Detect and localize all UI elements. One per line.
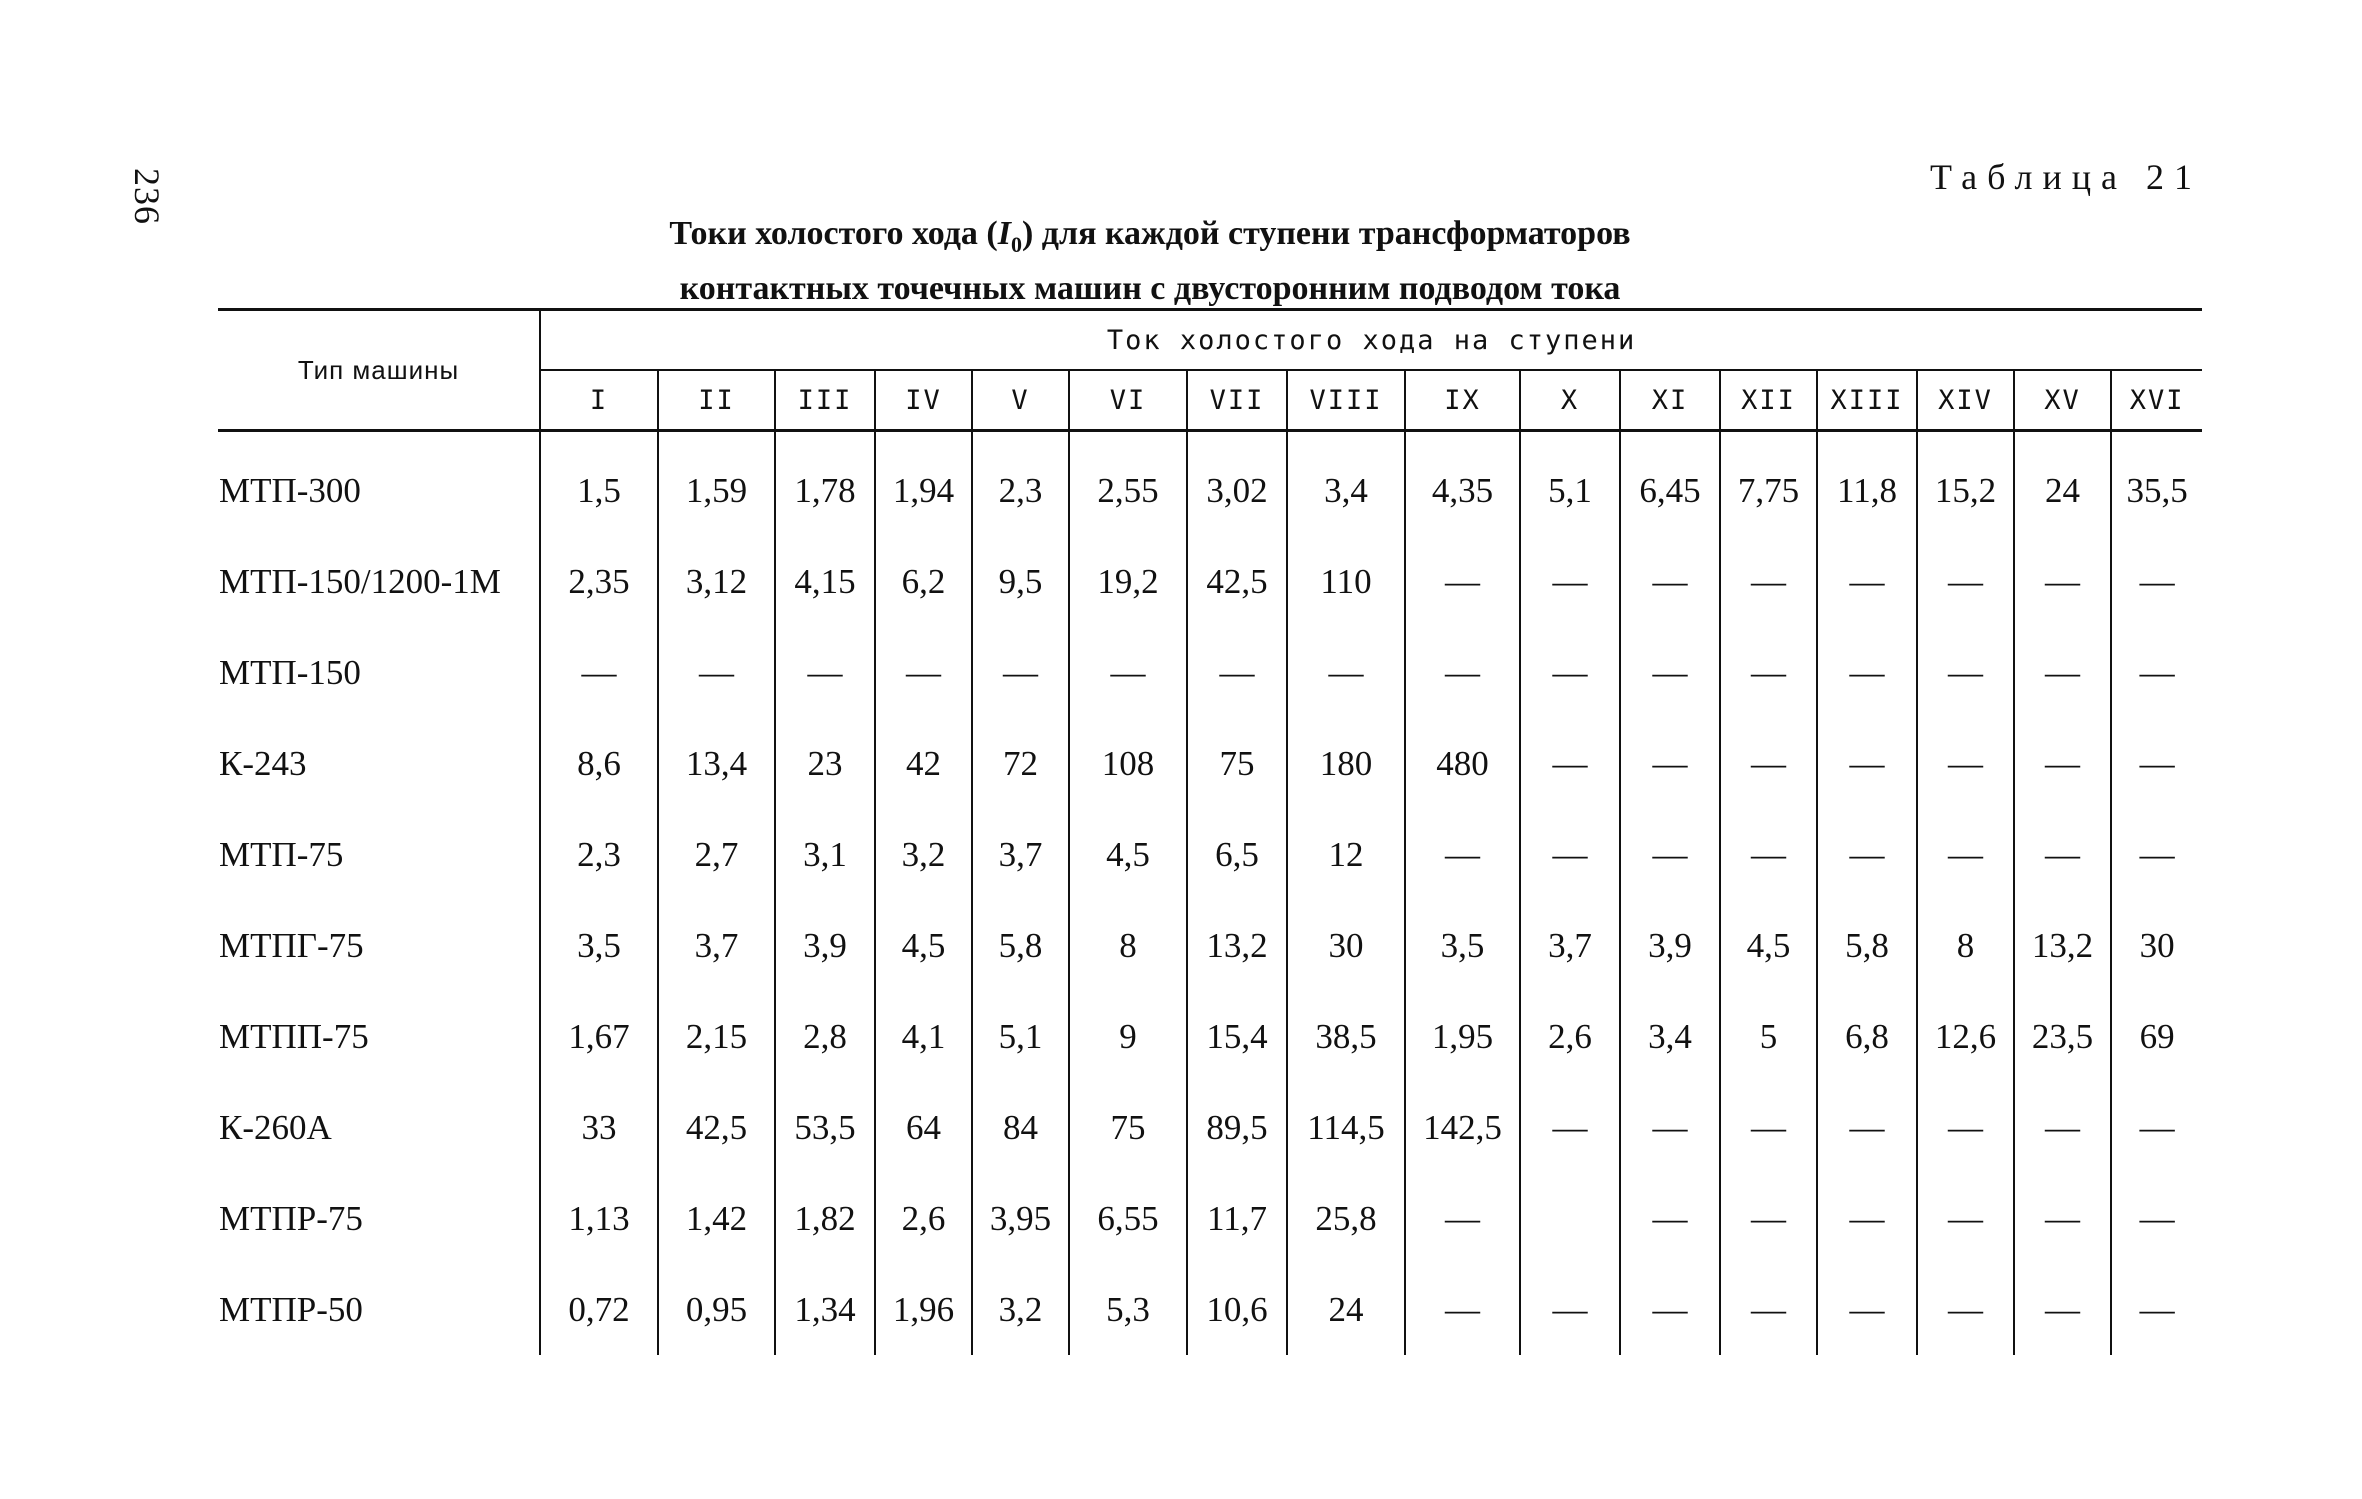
current-value: — (1917, 627, 2014, 718)
current-value: — (1917, 718, 2014, 809)
current-value: — (1720, 809, 1817, 900)
header-step: IX (1405, 370, 1520, 431)
machine-name: МТПГ-75 (219, 925, 364, 965)
current-value: — (2014, 627, 2111, 718)
current-value: 3,12 (658, 536, 775, 627)
title-line-1: Токи холостого хода $(I_0)$ для каждой ступени трансформаторов (669, 215, 1631, 257)
current-value: 2,8 (775, 991, 875, 1082)
current-value: 0,72 (540, 1264, 658, 1355)
current-value: 2,3 (972, 431, 1069, 537)
current-value: 3,9 (1620, 900, 1720, 991)
current-value: 8 (1069, 900, 1187, 991)
table-row (218, 718, 2202, 809)
current-value: 1,34 (775, 1264, 875, 1355)
current-value: 15,2 (1917, 431, 2014, 537)
current-value: 89,5 (1187, 1082, 1287, 1173)
current-value: — (1720, 536, 1817, 627)
current-value: 2,3 (540, 809, 658, 900)
current-value: 6,8 (1817, 991, 1917, 1082)
current-value: 114,5 (1287, 1082, 1405, 1173)
current-value: — (1917, 1173, 2014, 1264)
current-value: — (1520, 1264, 1620, 1355)
header-step: II (658, 370, 775, 431)
header-step: V (972, 370, 1069, 431)
machine-name: К-243 (219, 743, 307, 783)
machine-name: МТПР-50 (219, 1289, 363, 1329)
current-value: — (2111, 718, 2202, 809)
current-value: — (1520, 627, 1620, 718)
header-step: XVI (2111, 370, 2202, 431)
current-value: — (1720, 718, 1817, 809)
current-value: 1,42 (658, 1173, 775, 1264)
machine-name: МТП-300 (219, 470, 361, 510)
current-value: 9,5 (972, 536, 1069, 627)
current-value: — (2111, 536, 2202, 627)
current-value: — (1405, 809, 1520, 900)
current-value: 6,2 (875, 536, 972, 627)
current-value: 2,35 (540, 536, 658, 627)
page-number: 236 (127, 168, 167, 225)
table-title (500, 212, 1800, 311)
current-value: 4,1 (875, 991, 972, 1082)
header-step: I (540, 370, 658, 431)
current-value: 1,5 (540, 431, 658, 537)
header-step: XI (1620, 370, 1720, 431)
table-row (218, 991, 2202, 1082)
current-value: — (1720, 1173, 1817, 1264)
current-value: 0,95 (658, 1264, 775, 1355)
current-value: 5,1 (1520, 431, 1620, 537)
current-value: 15,4 (1187, 991, 1287, 1082)
current-value: 1,94 (875, 431, 972, 537)
current-value: 2,55 (1069, 431, 1187, 537)
current-value: 480 (1405, 718, 1520, 809)
current-value: — (1520, 718, 1620, 809)
current-value: — (1720, 1264, 1817, 1355)
table-row (218, 1264, 2202, 1355)
current-value: 33 (540, 1082, 658, 1173)
header-step: VI (1069, 370, 1187, 431)
current-value: 3,7 (1520, 900, 1620, 991)
current-value: 72 (972, 718, 1069, 809)
current-value: — (1917, 536, 2014, 627)
current-value: — (1620, 627, 1720, 718)
current-value: 1,67 (540, 991, 658, 1082)
current-value: 3,2 (972, 1264, 1069, 1355)
current-value: 35,5 (2111, 431, 2202, 537)
table-row (218, 900, 2202, 991)
current-value: 42,5 (1187, 536, 1287, 627)
current-value: 3,4 (1620, 991, 1720, 1082)
current-value: 180 (1287, 718, 1405, 809)
current-value: — (1520, 1082, 1620, 1173)
current-value: 11,7 (1187, 1173, 1287, 1264)
header-step: X (1520, 370, 1620, 431)
current-value: 1,78 (775, 431, 875, 537)
current-value: — (1917, 809, 2014, 900)
current-value: 23 (775, 718, 875, 809)
header-machine-type: Тип машины (218, 310, 540, 431)
current-value: 1,96 (875, 1264, 972, 1355)
current-value: — (1817, 718, 1917, 809)
current-value: 75 (1187, 718, 1287, 809)
machine-name: МТП-150/1200-1М (219, 561, 501, 601)
current-value: — (1817, 809, 1917, 900)
current-value: 110 (1287, 536, 1405, 627)
table-row (218, 627, 2202, 718)
current-value: — (1520, 536, 1620, 627)
current-value: 6,45 (1620, 431, 1720, 537)
current-value: — (1817, 536, 1917, 627)
current-value: — (658, 627, 775, 718)
current-value: 13,2 (1187, 900, 1287, 991)
current-value: — (1620, 809, 1720, 900)
current-value: — (1620, 1264, 1720, 1355)
current-value: — (1187, 627, 1287, 718)
current-value: — (1405, 536, 1520, 627)
title-line-2: контактных точечных машин с двусторонним подводом тока (679, 269, 1621, 307)
current-value: — (1620, 718, 1720, 809)
current-value: — (1917, 1082, 2014, 1173)
current-value: 24 (2014, 431, 2111, 537)
current-value: 3,02 (1187, 431, 1287, 537)
current-value: 10,6 (1187, 1264, 1287, 1355)
current-value: 11,8 (1817, 431, 1917, 537)
table-row (218, 1082, 2202, 1173)
current-value: — (1069, 627, 1187, 718)
current-value: 1,82 (775, 1173, 875, 1264)
current-value: 1,13 (540, 1173, 658, 1264)
machine-name: МТПР-75 (219, 1198, 363, 1238)
current-value: — (1405, 627, 1520, 718)
current-value: — (1817, 627, 1917, 718)
current-value: — (1287, 627, 1405, 718)
current-value: 3,95 (972, 1173, 1069, 1264)
current-value: 13,2 (2014, 900, 2111, 991)
current-value: — (2111, 1264, 2202, 1355)
current-value: — (875, 627, 972, 718)
current-value: 30 (1287, 900, 1405, 991)
header-step: XIII (1817, 370, 1917, 431)
current-value: 2,15 (658, 991, 775, 1082)
current-value: 5,3 (1069, 1264, 1187, 1355)
machine-name: МТП-75 (219, 834, 344, 874)
current-value: — (775, 627, 875, 718)
current-value: 4,35 (1405, 431, 1520, 537)
current-value: 12 (1287, 809, 1405, 900)
table-row (218, 1173, 2202, 1264)
header-row-1 (218, 310, 2202, 371)
current-value: 25,8 (1287, 1173, 1405, 1264)
current-value (1520, 1173, 1620, 1264)
current-value: — (1620, 1082, 1720, 1173)
current-value: 12,6 (1917, 991, 2014, 1082)
current-value: 5,8 (1817, 900, 1917, 991)
table-body (218, 431, 2202, 1356)
current-value: 3,4 (1287, 431, 1405, 537)
current-value: 3,2 (875, 809, 972, 900)
current-value: 6,55 (1069, 1173, 1187, 1264)
current-value: 6,5 (1187, 809, 1287, 900)
current-value: — (1817, 1082, 1917, 1173)
current-value: — (2014, 1264, 2111, 1355)
current-value: 8 (1917, 900, 2014, 991)
current-value: — (972, 627, 1069, 718)
current-value: — (1720, 627, 1817, 718)
current-value: — (2014, 718, 2111, 809)
header-step: VIII (1287, 370, 1405, 431)
current-value: 5,8 (972, 900, 1069, 991)
current-value: 4,5 (1069, 809, 1187, 900)
current-value: 84 (972, 1082, 1069, 1173)
current-value: 64 (875, 1082, 972, 1173)
current-value: — (1620, 536, 1720, 627)
current-value: — (2014, 809, 2111, 900)
machine-name: МТП-150 (219, 652, 361, 692)
current-value: 2,7 (658, 809, 775, 900)
current-value: 5 (1720, 991, 1817, 1082)
current-value: 19,2 (1069, 536, 1187, 627)
current-value: 3,7 (658, 900, 775, 991)
current-value: — (2111, 1173, 2202, 1264)
current-value: — (2111, 809, 2202, 900)
current-value: — (2111, 627, 2202, 718)
table-row (218, 809, 2202, 900)
idle-current-table (218, 308, 2202, 1355)
current-value: — (2111, 1082, 2202, 1173)
current-value: 75 (1069, 1082, 1187, 1173)
current-value: 42,5 (658, 1082, 775, 1173)
current-value: 3,5 (1405, 900, 1520, 991)
current-value: 4,5 (875, 900, 972, 991)
current-value: 42 (875, 718, 972, 809)
current-value: — (1917, 1264, 2014, 1355)
table-row (218, 536, 2202, 627)
header-step: III (775, 370, 875, 431)
current-value: 4,5 (1720, 900, 1817, 991)
current-value: 1,95 (1405, 991, 1520, 1082)
current-value: — (2014, 1082, 2111, 1173)
table-row (218, 431, 2202, 537)
current-value: 108 (1069, 718, 1187, 809)
current-value: 30 (2111, 900, 2202, 991)
current-value: — (2014, 1173, 2111, 1264)
current-value: — (1405, 1173, 1520, 1264)
current-value: 2,6 (1520, 991, 1620, 1082)
current-value: 8,6 (540, 718, 658, 809)
current-value: 3,5 (540, 900, 658, 991)
header-step: IV (875, 370, 972, 431)
current-value: 2,6 (875, 1173, 972, 1264)
current-value: 3,9 (775, 900, 875, 991)
header-step: XII (1720, 370, 1817, 431)
current-value: — (1817, 1264, 1917, 1355)
machine-name: К-260А (219, 1107, 332, 1147)
header-step: VII (1187, 370, 1287, 431)
current-value: 24 (1287, 1264, 1405, 1355)
header-step: XIV (1917, 370, 2014, 431)
current-value: 13,4 (658, 718, 775, 809)
current-value: 7,75 (1720, 431, 1817, 537)
current-value: — (1817, 1173, 1917, 1264)
current-value: 38,5 (1287, 991, 1405, 1082)
current-value: 69 (2111, 991, 2202, 1082)
current-value: 9 (1069, 991, 1187, 1082)
table-label: Таблица 21 (1930, 157, 2202, 197)
current-value: — (1620, 1173, 1720, 1264)
current-value: 142,5 (1405, 1082, 1520, 1173)
current-value: — (1405, 1264, 1520, 1355)
current-value: 1,59 (658, 431, 775, 537)
current-value: 3,1 (775, 809, 875, 900)
current-value: 3,7 (972, 809, 1069, 900)
machine-name: МТПП-75 (219, 1016, 369, 1056)
current-value: 23,5 (2014, 991, 2111, 1082)
header-step: XV (2014, 370, 2111, 431)
current-value: 4,15 (775, 536, 875, 627)
current-value: — (540, 627, 658, 718)
current-value: — (1720, 1082, 1817, 1173)
current-value: — (1520, 809, 1620, 900)
current-value: — (2014, 536, 2111, 627)
header-step-group: Ток холостого хода на ступени (540, 310, 2202, 371)
current-value: 53,5 (775, 1082, 875, 1173)
current-value: 5,1 (972, 991, 1069, 1082)
